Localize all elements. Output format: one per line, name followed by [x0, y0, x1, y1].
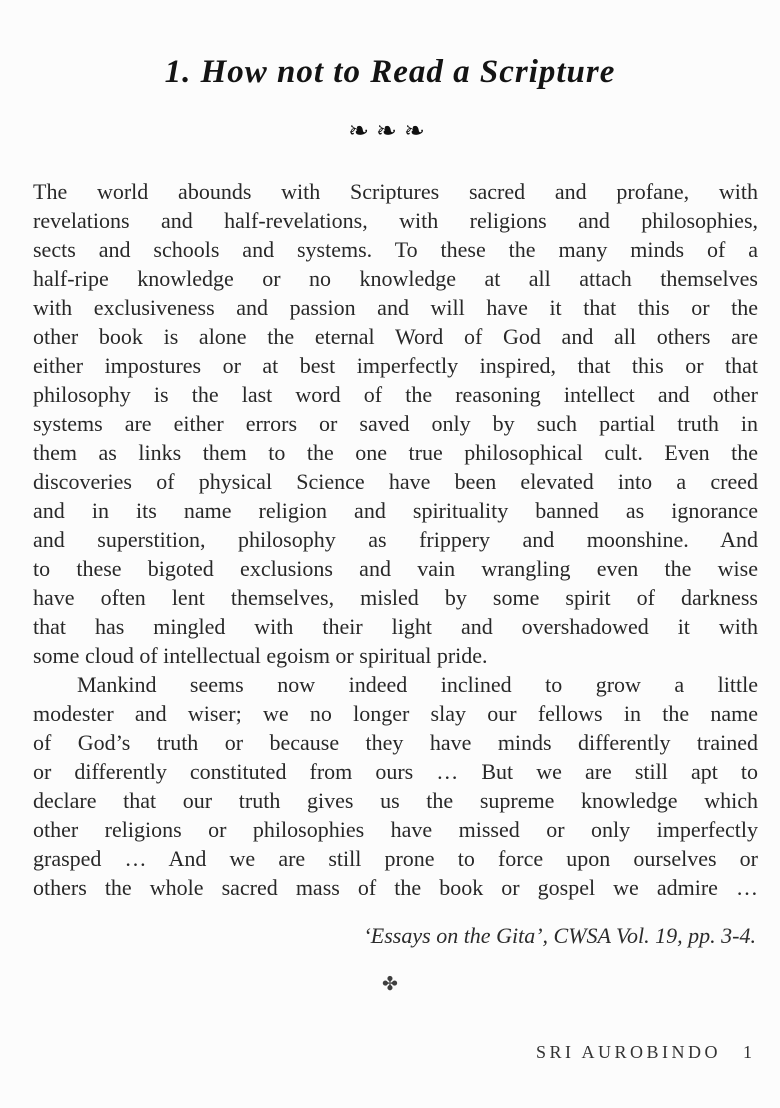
source-citation: ‘Essays on the Gita’, CWSA Vol. 19, pp. 3-4.	[363, 923, 756, 948]
page-number: 1	[743, 1042, 752, 1062]
page-footer	[536, 1042, 752, 1063]
author-name: SRI AUROBINDO	[535, 1042, 721, 1062]
text-line: with exclusiveness and passion and will have it that this or the	[33, 295, 758, 320]
text-line: that has mingled with their light and overshadowed it with	[33, 614, 758, 639]
paragraph	[33, 177, 758, 670]
text-line: modester and wiser; we no longer slay our fellows in the name	[33, 701, 758, 726]
text-line: Mankind seems now indeed inclined to grow a little	[77, 672, 758, 697]
text-line: philosophy is the last word of the reasoning intellect and other	[33, 382, 758, 407]
paragraph	[33, 670, 758, 902]
text-line: The world abounds with Scriptures sacred and profane, with	[33, 179, 758, 204]
text-line: systems are either errors or saved only by such partial truth in	[33, 411, 758, 436]
text-line: other book is alone the eternal Word of God and all others are	[33, 324, 758, 349]
text-line: sects and schools and systems. To these the many minds of a	[33, 237, 758, 262]
text-line: others the whole sacred mass of the book or gospel we admire …	[33, 875, 758, 900]
text-line: discoveries of physical Science have been elevated into a creed	[33, 469, 758, 494]
diamond-fleuron-icon: ✤	[382, 973, 398, 995]
text-line: and in its name religion and spirituality banned as ignorance	[33, 498, 758, 523]
fleuron-ornament-row: ❧❧❧	[348, 116, 432, 145]
text-line: half-ripe knowledge or no knowledge at all attach themselves	[33, 266, 758, 291]
body-text	[0, 177, 780, 902]
text-line: them as links them to the one true philosophical cult. Even the	[33, 440, 758, 465]
text-line: to these bigoted exclusions and vain wrangling even the wise	[33, 556, 758, 581]
text-line: other religions or philosophies have missed or only imperfectly	[33, 817, 758, 842]
text-line: revelations and half-revelations, with religions and philosophies,	[33, 208, 758, 233]
text-line: of God’s truth or because they have minds differently trained	[33, 730, 758, 755]
chapter-title: 1. How not to Read a Scripture	[164, 54, 616, 90]
text-line: declare that our truth gives us the supreme knowledge which	[33, 788, 758, 813]
text-line: either impostures or at best imperfectly inspired, that this or that	[33, 353, 758, 378]
text-line: and superstition, philosophy as frippery and moonshine. And	[33, 527, 758, 552]
text-line: some cloud of intellectual egoism or spiritual pride.	[33, 643, 488, 668]
text-line: have often lent themselves, misled by some spirit of darkness	[33, 585, 758, 610]
text-line: grasped … And we are still prone to force upon ourselves or	[33, 846, 758, 871]
text-line: or differently constituted from ours … But we are still apt to	[33, 759, 758, 784]
